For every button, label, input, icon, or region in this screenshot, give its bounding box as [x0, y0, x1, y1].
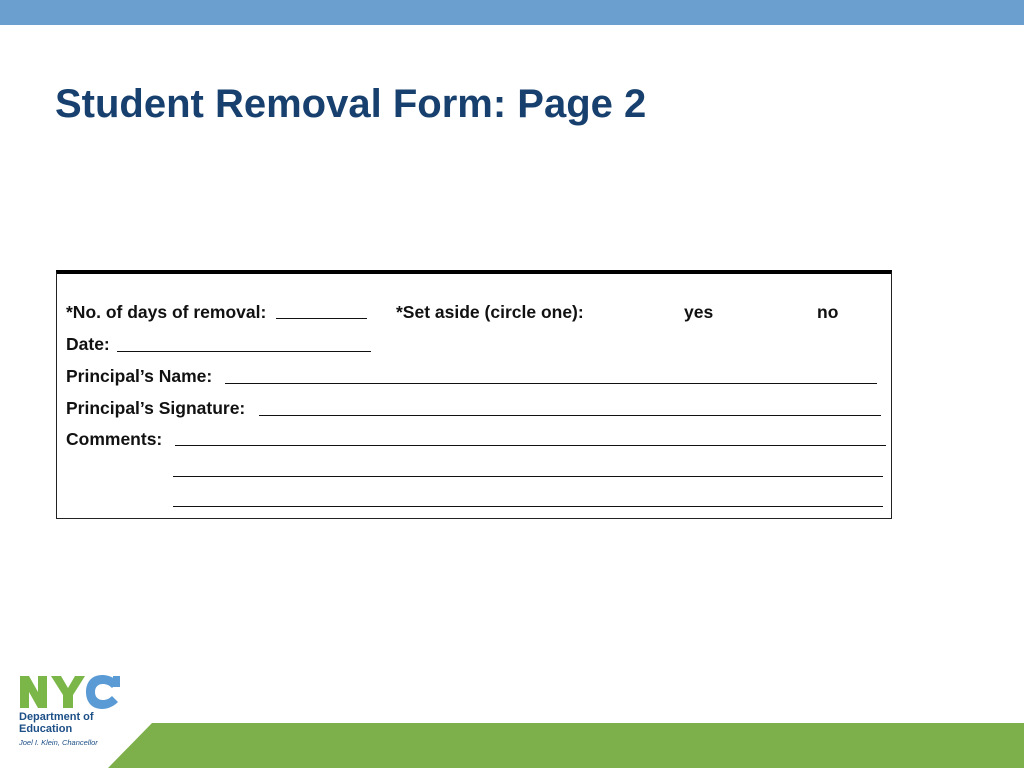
date-label: Date: — [66, 334, 110, 354]
comments-line-3[interactable] — [173, 506, 883, 507]
principal-name-label: Principal’s Name: — [66, 366, 213, 386]
comments-line-2[interactable] — [173, 476, 883, 477]
logo-chancellor: Joel I. Klein, Chancellor — [19, 738, 98, 747]
logo-department-name: Department of Education — [19, 711, 94, 735]
date-field[interactable] — [117, 351, 371, 352]
days-of-removal-field[interactable] — [276, 318, 367, 319]
principal-name-field[interactable] — [225, 383, 877, 384]
comments-line-1[interactable] — [175, 445, 886, 446]
set-aside-yes-option[interactable]: yes — [684, 302, 714, 322]
slide-title: Student Removal Form: Page 2 — [55, 82, 647, 126]
comments-label: Comments: — [66, 429, 163, 449]
set-aside-label: *Set aside (circle one): — [396, 302, 584, 322]
principal-signature-field[interactable] — [259, 415, 881, 416]
principal-signature-label: Principal’s Signature: — [66, 398, 246, 418]
days-of-removal-label: *No. of days of removal: — [66, 302, 267, 322]
set-aside-no-option[interactable]: no — [817, 302, 839, 322]
top-accent-bar — [0, 0, 1024, 25]
bottom-green-band — [0, 723, 1024, 768]
